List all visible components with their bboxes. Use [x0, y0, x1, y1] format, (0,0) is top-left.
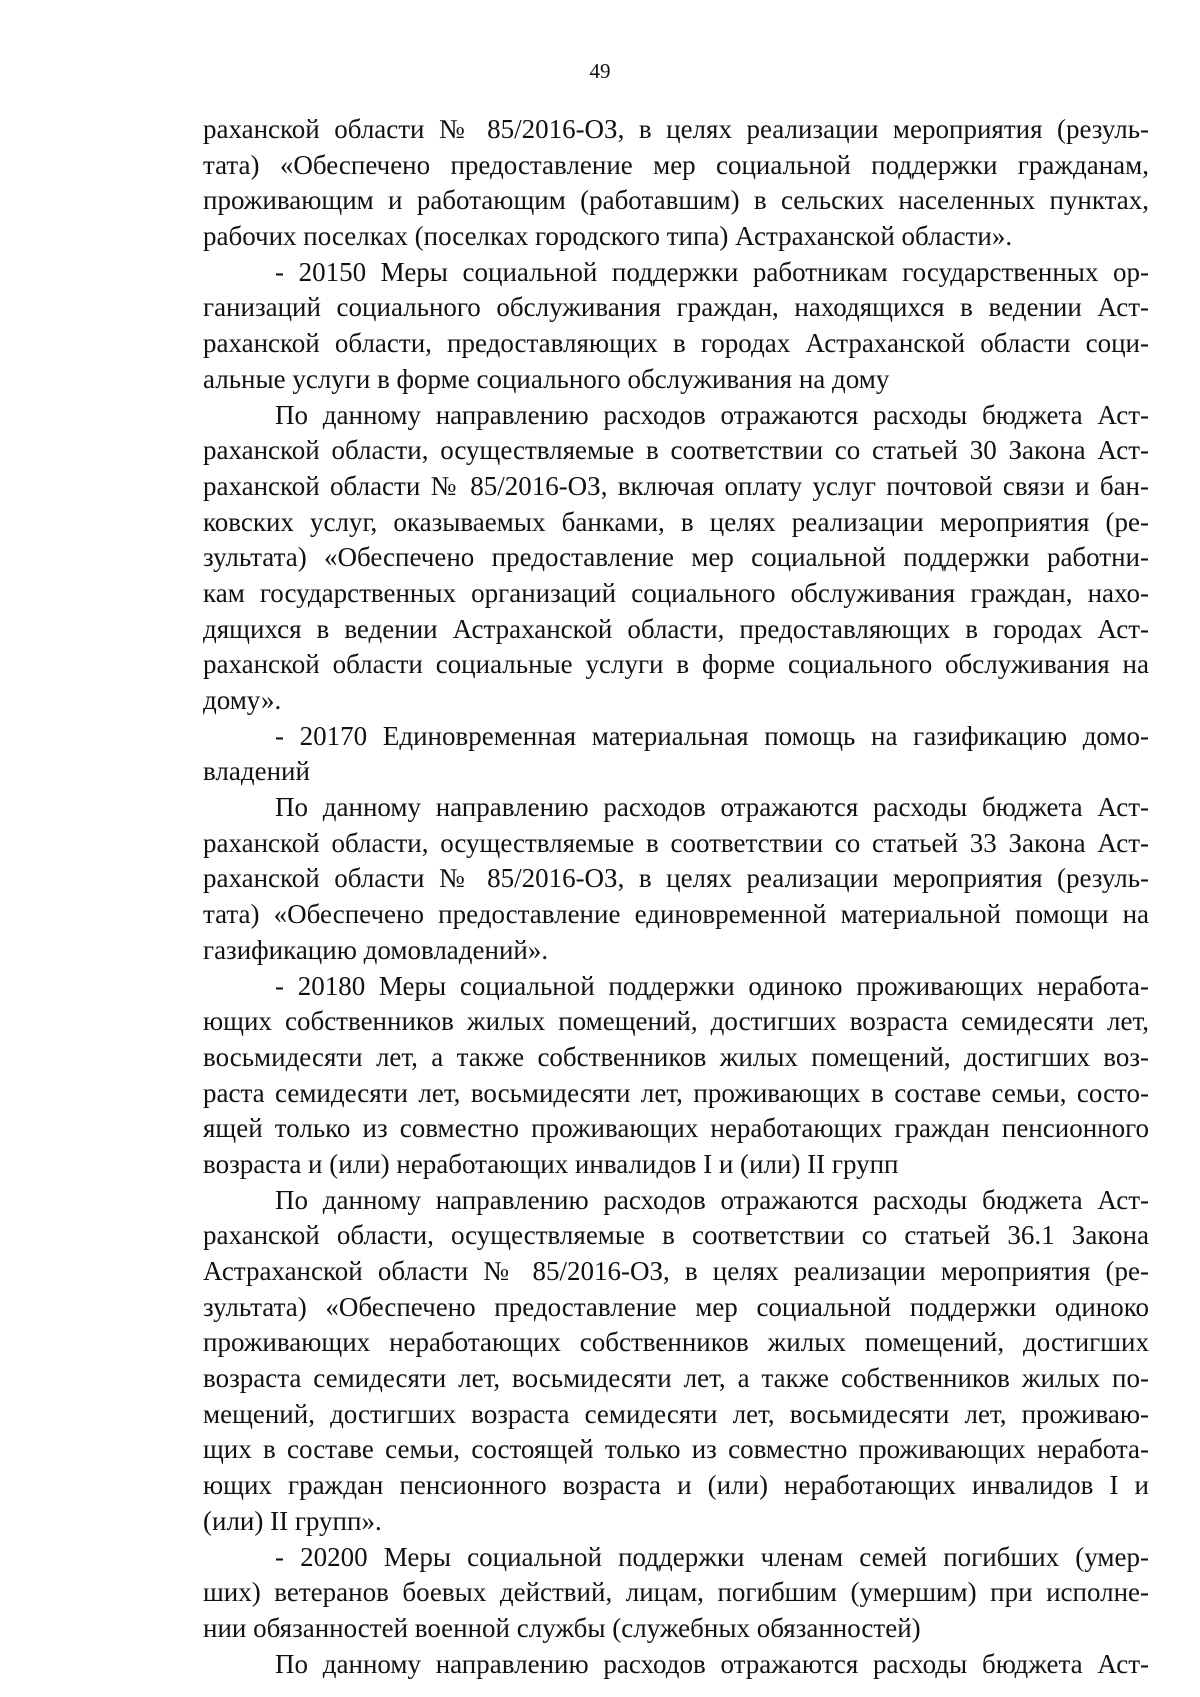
text-line: (или) II групп». [203, 1505, 382, 1536]
text-line: дящихся в ведении Астраханской области, предоставляющих в городах Аст- [203, 613, 1149, 644]
text-line: возраста семидесяти лет, восьмидесяти лет, а также собственников жилых по- [203, 1363, 1149, 1394]
text-line: ющих граждан пенсионного возраста и (или) неработающих инвалидов I и [203, 1470, 1149, 1501]
text-line: проживающих неработающих собственников жилых помещений, достигших [203, 1327, 1149, 1358]
text-line: раханской области № 85/2016-ОЗ, в целях реализации мероприятия (резуль- [203, 863, 1149, 894]
text-line: Астраханской области № 85/2016-ОЗ, в целях реализации мероприятия (ре- [203, 1256, 1149, 1286]
text-line: газификацию домовладений». [203, 934, 549, 965]
text-line: тата) «Обеспечено предоставление единовременной материальной помощи на [203, 899, 1149, 930]
text-line: дому». [203, 685, 282, 715]
text-line: тата) «Обеспечено предоставление мер социальной поддержки гражданам, [203, 149, 1149, 180]
text-line: - 20200 Меры социальной поддержки членам семей погибших (умер- [275, 1541, 1149, 1572]
text-line: проживающим и работающим (работавшим) в сельских населенных пунктах, [203, 185, 1149, 216]
text-line: щих в составе семьи, состоящей только из совместно проживающих неработа- [203, 1434, 1149, 1465]
text-line: ших) ветеранов боевых действий, лицам, погибшим (умершим) при исполне- [203, 1577, 1149, 1608]
text-line: владений [203, 756, 310, 787]
text-line: ющих собственников жилых помещений, достигших возраста семидесяти лет, [203, 1006, 1149, 1037]
text-line: раханской области № 85/2016-ОЗ, включая оплату услуг почтовой связи и бан- [203, 470, 1149, 501]
document-body [203, 112, 1149, 1682]
text-line: восьмидесяти лет, а также собственников жилых помещений, достигших воз- [203, 1041, 1149, 1072]
page-number: 49 [589, 59, 611, 83]
text-line: кам государственных организаций социального обслуживания граждан, нахо- [203, 577, 1149, 608]
text-line: альные услуги в форме социального обслуживания на дому [203, 363, 890, 394]
text-line: зультата) «Обеспечено предоставление мер социальной поддержки одиноко [203, 1291, 1149, 1322]
text-line: раханской области № 85/2016-ОЗ, в целях реализации мероприятия (резуль- [203, 114, 1149, 144]
text-line: раханской области, предоставляющих в городах Астраханской области соци- [203, 328, 1149, 359]
text-line: - 20170 Единовременная материальная помощь на газификацию домо- [275, 720, 1149, 751]
text-line: рабочих поселках (поселках городского типа) Астраханской области». [203, 221, 1013, 252]
text-line: раста семидесяти лет, восьмидесяти лет, проживающих в составе семьи, состо- [203, 1077, 1149, 1108]
text-line: По данному направлению расходов отражаются расходы бюджета Аст- [275, 1184, 1149, 1215]
text-line: - 20180 Меры социальной поддержки одиноко проживающих неработа- [275, 970, 1149, 1001]
text-line: возраста и (или) неработающих инвалидов I и (или) II групп [203, 1148, 899, 1179]
text-line: ящей только из совместно проживающих неработающих граждан пенсионного [203, 1113, 1149, 1144]
text-line: - 20150 Меры социальной поддержки работникам государственных ор- [275, 256, 1149, 287]
text-line: нии обязанностей военной службы (служебных обязанностей) [203, 1612, 921, 1643]
text-line: ковских услуг, оказываемых банками, в целях реализации мероприятия (ре- [203, 506, 1149, 537]
text-line: раханской области, осуществляемые в соответствии со статьей 33 Закона Аст- [203, 827, 1149, 858]
text-line: раханской области, осуществляемые в соответствии со статьей 30 Закона Аст- [203, 435, 1149, 466]
text-line: По данному направлению расходов отражаются расходы бюджета Аст- [275, 1648, 1149, 1679]
text-line: мещений, достигших возраста семидесяти лет, восьмидесяти лет, проживаю- [203, 1398, 1149, 1429]
text-line: раханской области, осуществляемые в соответствии со статьей 36.1 Закона [203, 1220, 1149, 1251]
text-line: По данному направлению расходов отражаются расходы бюджета Аст- [275, 399, 1149, 430]
text-line: раханской области социальные услуги в форме социального обслуживания на [203, 649, 1149, 680]
text-line: По данному направлению расходов отражаются расходы бюджета Аст- [275, 792, 1149, 823]
text-line: ганизаций социального обслуживания граждан, находящихся в ведении Аст- [203, 292, 1149, 323]
text-line: зультата) «Обеспечено предоставление мер социальной поддержки работни- [203, 542, 1149, 573]
